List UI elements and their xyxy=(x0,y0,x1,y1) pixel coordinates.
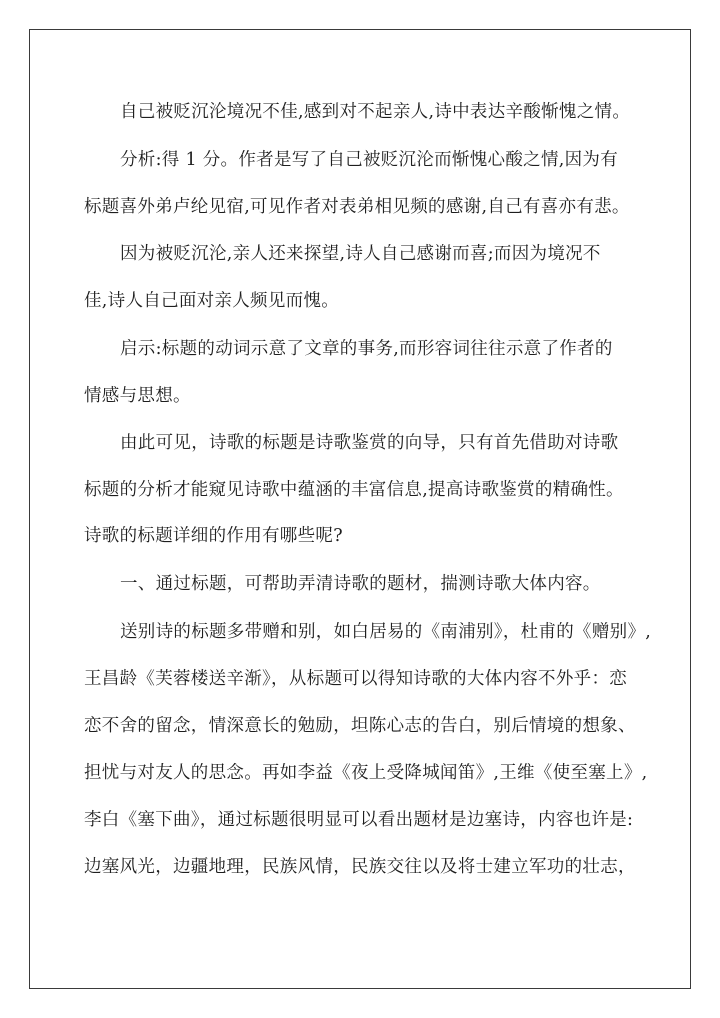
text-line: 自己被贬沉沦境况不佳,感到对不起亲人,诗中表达辛酸惭愧之情。 xyxy=(120,102,631,122)
text-line: 启示:标题的动词示意了文章的事务,而形容词往往示意了作者的 xyxy=(120,339,613,359)
text-line: 恋不舍的留念，情深意长的勉励，坦陈心志的告白，别后情境的想象、 xyxy=(84,716,636,736)
page-border xyxy=(29,29,691,989)
text-line: 佳,诗人自己面对亲人频见而愧。 xyxy=(84,291,340,311)
text-line: 诗歌的标题详细的作用有哪些呢? xyxy=(84,526,343,546)
text-line: 一、通过标题，可帮助弄清诗歌的题材，揣测诗歌大体内容。 xyxy=(120,574,601,594)
text-line: 因为被贬沉沦,亲人还来探望,诗人自己感谢而喜;而因为境况不 xyxy=(120,244,601,264)
text-line: 标题喜外弟卢纶见宿,可见作者对表弟相见频的感谢,自己有喜亦有悲。 xyxy=(84,197,630,217)
text-line: 情感与思想。 xyxy=(84,386,191,406)
text-line: 王昌龄《芙蓉楼送辛渐》，从标题可以得知诗歌的大体内容不外乎：恋 xyxy=(84,669,628,689)
text-line: 送别诗的标题多带赠和别，如白居易的《南浦别》，杜甫的《赠别》, xyxy=(120,622,652,642)
text-line: 由此可见，诗歌的标题是诗歌鉴赏的向导，只有首先借助对诗歌 xyxy=(120,433,619,453)
text-line: 分析:得 1 分。作者是写了自己被贬沉沦而惭愧心酸之情,因为有 xyxy=(120,150,619,170)
text-line: 担忧与对友人的思念。再如李益《夜上受降城闻笛》,王维《使至塞上》, xyxy=(84,763,648,783)
text-line: 标题的分析才能窥见诗歌中蕴涵的丰富信息,提高诗歌鉴赏的精确性。 xyxy=(84,480,624,500)
text-line: 边塞风光，边疆地理，民族风情，民族交往以及将士建立军功的壮志， xyxy=(84,857,636,877)
text-line: 李白《塞下曲》，通过标题很明显可以看出题材是边塞诗，内容也许是: xyxy=(84,810,634,830)
